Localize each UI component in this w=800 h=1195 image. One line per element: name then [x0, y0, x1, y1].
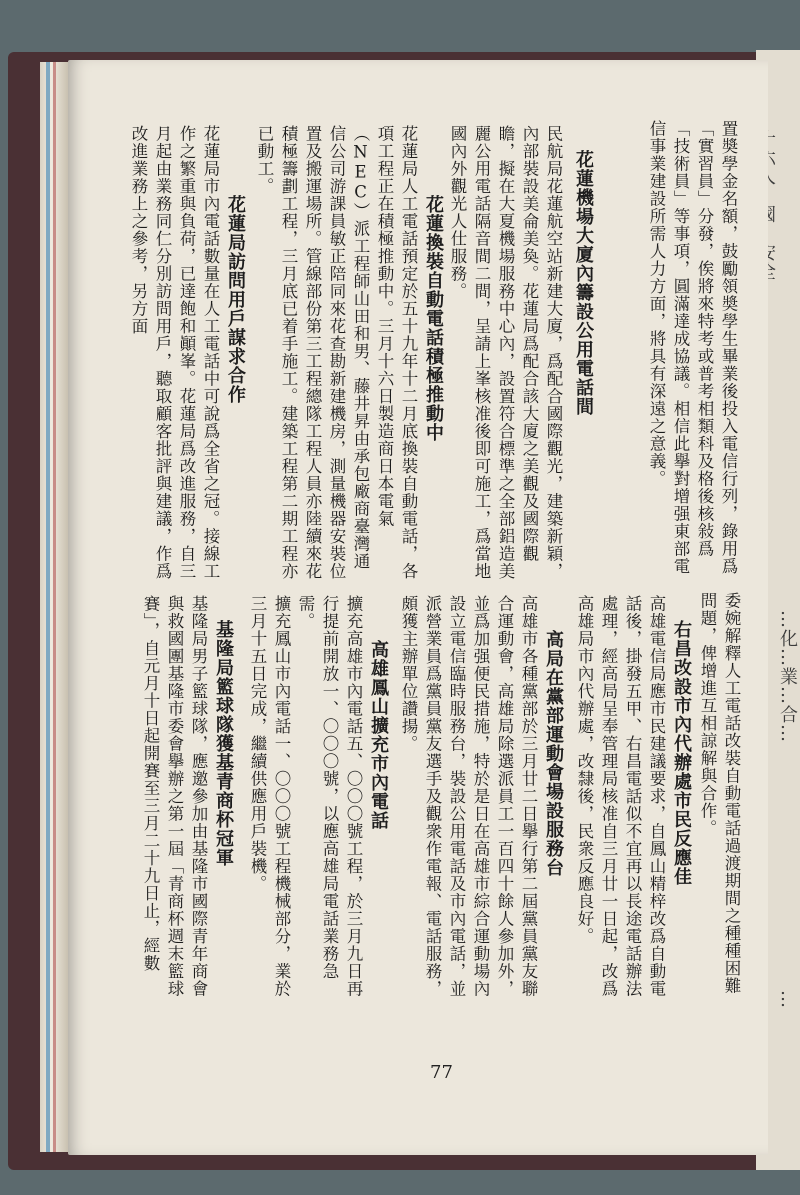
section-body: 民航局花蓮航空站新建大廈，爲配合國際觀光，建築新穎，內部裝設美侖美奐。花蓮局爲配合該大廈之美觀及國際觀瞻，擬在大夏機場服務中心內，設置符合標準之全部鋁造美麗公用電話隔音間二間，呈請上峯核准後即可施工，爲當地國內外觀光人仕服務。 — [448, 125, 563, 580]
section-title: 右昌改設市內代辦處市民反應佳 — [671, 620, 692, 886]
section-body: 基隆局男子籃球隊，應邀參加由基隆市國際青年商會與救國團基隆市委會擧辦之第一屆「青商杯週末籃球賽」，自元月十日起開賽至三月二十九日止，經數 — [141, 595, 208, 998]
upper-intro-text: 置奬學金名額，鼓勵領奬學生畢業後投入電信行列，錄用爲「實習員」分發，俟將來特考或普考相類科及格後核敍爲「技術員」等事項，圓滿達成協議。相信此擧對增强東部電信事業建設所需人力方面，將具有深遠之意義。 — [647, 120, 738, 575]
section-title: 基隆局籃球隊獲基青商杯冠軍 — [213, 620, 234, 867]
section-title: 高雄鳳山擴充市內電話 — [368, 640, 389, 830]
edge-stripe-red — [53, 62, 56, 1152]
section-title: 花蓮機場大廈內籌設公用電話間 — [573, 150, 594, 416]
section-title: 高局在黨部運動會場設服務台 — [543, 630, 564, 877]
section-body: 花蓮局人工電話預定於五十九年十二月底換裝自動電話，各項工程正在積極推動中。三月十六日製造商日本電氣（NEC）派工程師山田和男、藤井昇由承包廠商臺灣通信公司游課員敏正陪同來花查勘新建機房，測量機器安裝位置及搬運場所。管線部份第三工程總隊工程人員亦陸續來花積極籌劃工程，三月底已着手施工。建築工程第二期工程亦已動工。 — [255, 125, 418, 580]
right-edge-line: …化…業…合… — [777, 610, 798, 743]
section-body: 高雄市各種黨部於三月廿二日擧行第二屆黨員黨友聯合運動會，高雄局除選派員工一百四十餘人參加外，並爲加强便民措施，特於是日在高雄市綜合運動場內設立電信臨時服務台，裝設公用電話及市內電話，並派營業員爲黨員黨友選手及觀衆作電報、電話服務，頗獲主辦單位讚揚。 — [399, 595, 538, 998]
lower-intro-text: 委婉解釋人工電話改裝自動電話過渡期間之種種困難問題，俾增進互相諒解與合作。 — [698, 592, 741, 995]
section-body: 擴充高雄市內電話五、〇〇〇號工程，於三月九日再行提前開放一、〇〇〇號，以應高雄局電話業務急需。 擴充鳳山市內電話一、〇〇〇號工程機械部分，業於三月十五日完成，繼續供應用戶裝機。 — [248, 595, 363, 998]
section-title: 花蓮換裝自動電話積極推動中 — [423, 195, 444, 442]
section-body: 花蓮局市內電話數量在人工電話中可說爲全省之冠。接線工作之繁重與負荷，已達飽和顚峯。花蓮局爲改進服務，自三月起由業務同仁分別訪問用戶，聽取顧客批評與建議，作爲改進業務上之參考，另方面 — [129, 125, 220, 580]
section-body: 高雄電信局應市民建議要求，自鳳山精梓改爲自動電話後，掛發五甲、右昌電話似不宜再以長途電話辦法處理，經高局呈奉管理局核准自三月廿一日起，改爲高雄局市內代辦處，改隸後，民衆反應良好。 — [575, 595, 666, 998]
section-title: 花蓮局訪問用戶謀求合作 — [225, 195, 246, 404]
edge-stripe-blue — [46, 62, 50, 1152]
page-edges — [40, 62, 68, 1152]
page-number: 77 — [430, 1062, 453, 1083]
right-edge-line: … — [777, 990, 798, 1009]
